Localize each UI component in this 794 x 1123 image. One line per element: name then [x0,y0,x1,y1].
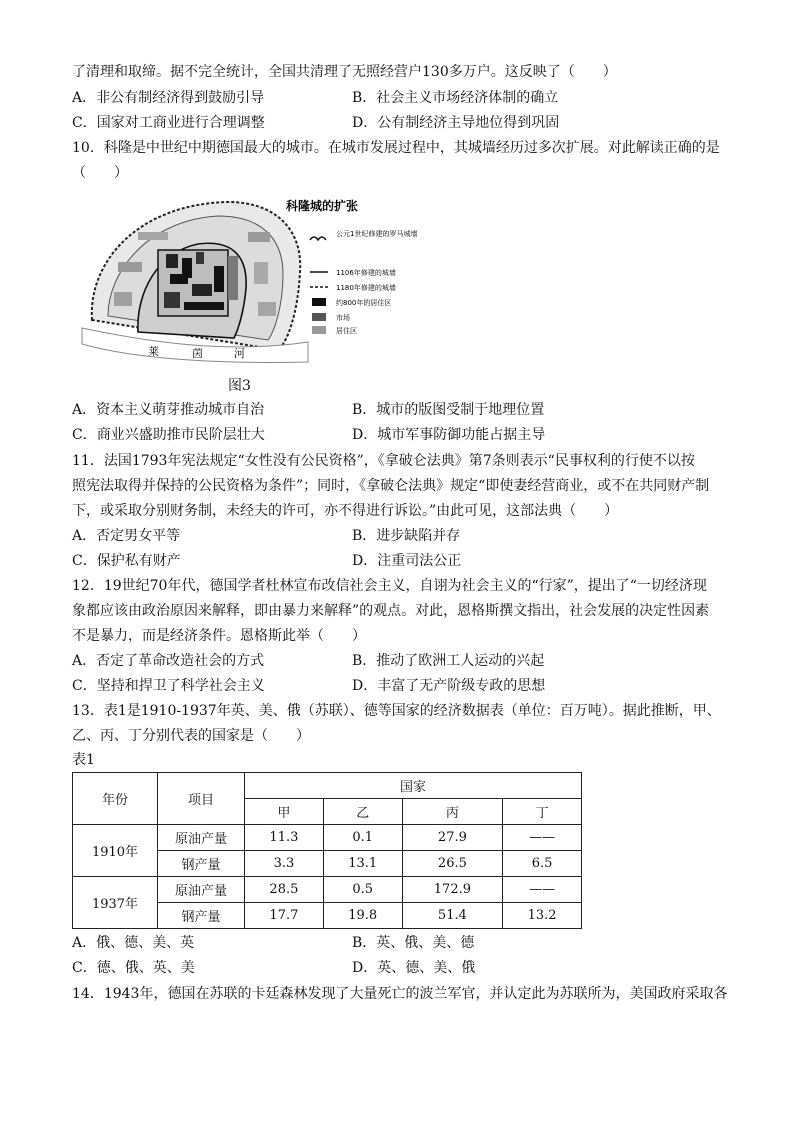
value-cell: 0.1 [323,825,402,851]
q12-stem-line2: 象都应该由政治原因来解释，即由暴力来解释”的观点。对此，恩格斯撰文指出，社会发展的决定性因素 [72,603,710,619]
economic-data-table [72,772,582,929]
header-item: 项目 [158,773,245,825]
q12-option-c: C．坚持和捍卫了科学社会主义 [72,678,265,694]
q11-option-d: D．注重司法公正 [352,553,462,569]
q12-stem-line1: 12．19世纪70年代，德国学者杜林宣布改信社会主义，自诩为社会主义的“行家”，提出了“一切经济现 [72,578,707,594]
header-year: 年份 [73,773,158,825]
legend-residential: 居住区 [336,327,357,335]
river-char-1: 莱 [148,345,159,358]
item-cell: 原油产量 [158,825,245,851]
header-country: 国家 [245,773,582,799]
item-cell: 钢产量 [158,903,245,929]
header-country-yi: 乙 [323,799,402,825]
q9-option-a: A．非公有制经济得到鼓励引导 [72,90,265,106]
q12-option-a: A．否定了革命改造社会的方式 [72,653,265,669]
river-char-2: 茵 [192,347,203,360]
header-country-ding: 丁 [503,799,582,825]
value-cell: 28.5 [245,877,324,903]
year-cell: 1910年 [73,825,158,877]
value-cell: 6.5 [503,851,582,877]
q13-stem-line1: 13．表1是1910-1937年英、美、俄（苏联）、德等国家的经济数据表（单位：百万吨）。据此推断，甲、 [72,703,721,719]
legend-800-swatch [312,298,326,306]
value-cell: 3.3 [245,851,324,877]
q9-option-d: D．公有制经济主导地位得到巩固 [352,115,560,131]
table-row [73,877,582,903]
q11-option-c: C．保护私有财产 [72,553,181,569]
q13-stem-line2: 乙、丙、丁分别代表的国家是（ ） [72,728,310,744]
q13-option-d: D．英、德、美、俄 [352,960,476,976]
value-cell: —— [503,825,582,851]
item-cell: 钢产量 [158,851,245,877]
q10-stem-line1: 10．科隆是中世纪中期德国最大的城市。在城市发展过程中，其城墙经历过多次扩展。对此解读正确的是 [72,140,720,156]
year-cell: 1937年 [73,877,158,929]
q11-stem-line2: 照宪法取得并保持的公民资格为条件”；同时，《拿破仑法典》规定“即使妻经营商业，或不在共同财产制 [72,478,710,494]
cologne-map-figure [78,192,418,364]
header-country-jia: 甲 [245,799,324,825]
q9-option-b: B．社会主义市场经济体制的确立 [352,90,559,106]
table-label: 表1 [72,752,95,768]
q14-stem-line1: 14．1943年，德国在苏联的卡廷森林发现了大量死亡的波兰军官，并认定此为苏联所为，美国政府采取各 [72,986,728,1002]
legend-1106: 1106年修建的城墙 [336,269,396,277]
value-cell: 19.8 [323,903,402,929]
value-cell: 51.4 [402,903,503,929]
q11-option-a: A．否定男女平等 [72,528,181,544]
q11-stem-line3: 下，或采取分别财务制，未经夫的许可，亦不得进行诉讼。”由此可见，这部法典（ ） [72,503,619,519]
q12-option-d: D．丰富了无产阶级专政的思想 [352,678,546,694]
value-cell: 13.2 [503,903,582,929]
legend-1180: 1180年修建的城墙 [336,284,396,292]
value-cell: 26.5 [402,851,503,877]
legend-800: 约800年的居住区 [336,299,392,307]
cologne-map [78,192,418,364]
q9-option-c: C．国家对工商业进行合理调整 [72,115,265,131]
table-row [73,825,582,851]
q13-option-b: B．英、俄、美、德 [352,935,475,951]
q9-stem-tail: 了清理和取缔。据不完全统计，全国共清理了无照经营户130多万户。这反映了（ ） [72,64,617,80]
q12-stem-line3: 不是暴力，而是经济条件。恩格斯此举（ ） [72,628,366,644]
q12-option-b: B．推动了欧洲工人运动的兴起 [352,653,545,669]
map-title: 科隆城的扩张 [286,199,359,213]
q13-option-a: A．俄、德、美、英 [72,935,195,951]
figure-caption: 图3 [228,378,251,394]
q11-option-b: B．进步缺陷并存 [352,528,461,544]
value-cell: 13.1 [323,851,402,877]
legend-market-swatch [312,313,326,321]
value-cell: 172.9 [402,877,503,903]
legend-market: 市场 [336,314,350,322]
item-cell: 原油产量 [158,877,245,903]
value-cell: 11.3 [245,825,324,851]
q10-option-c: C．商业兴盛助推市民阶层壮大 [72,427,265,443]
q10-option-b: B．城市的版图受制于地理位置 [352,402,545,418]
legend-roman-wall: 公元1世纪修建的罗马城墙 [336,230,418,238]
value-cell: 0.5 [323,877,402,903]
value-cell: 27.9 [402,825,503,851]
legend-residential-swatch [312,326,326,334]
q10-option-d: D．城市军事防御功能占据主导 [352,427,546,443]
river-char-3: 河 [234,347,245,360]
q10-option-a: A．资本主义萌芽推动城市自治 [72,402,265,418]
q13-option-c: C．德、俄、英、美 [72,960,195,976]
q10-stem-line2: （ ） [72,165,128,181]
value-cell: 17.7 [245,903,324,929]
q11-stem-line1: 11．法国1793年宪法规定“女性没有公民资格”，《拿破仑法典》第7条则表示“民事权利的行使不以按 [72,453,695,469]
value-cell: —— [503,877,582,903]
header-country-bing: 丙 [402,799,503,825]
